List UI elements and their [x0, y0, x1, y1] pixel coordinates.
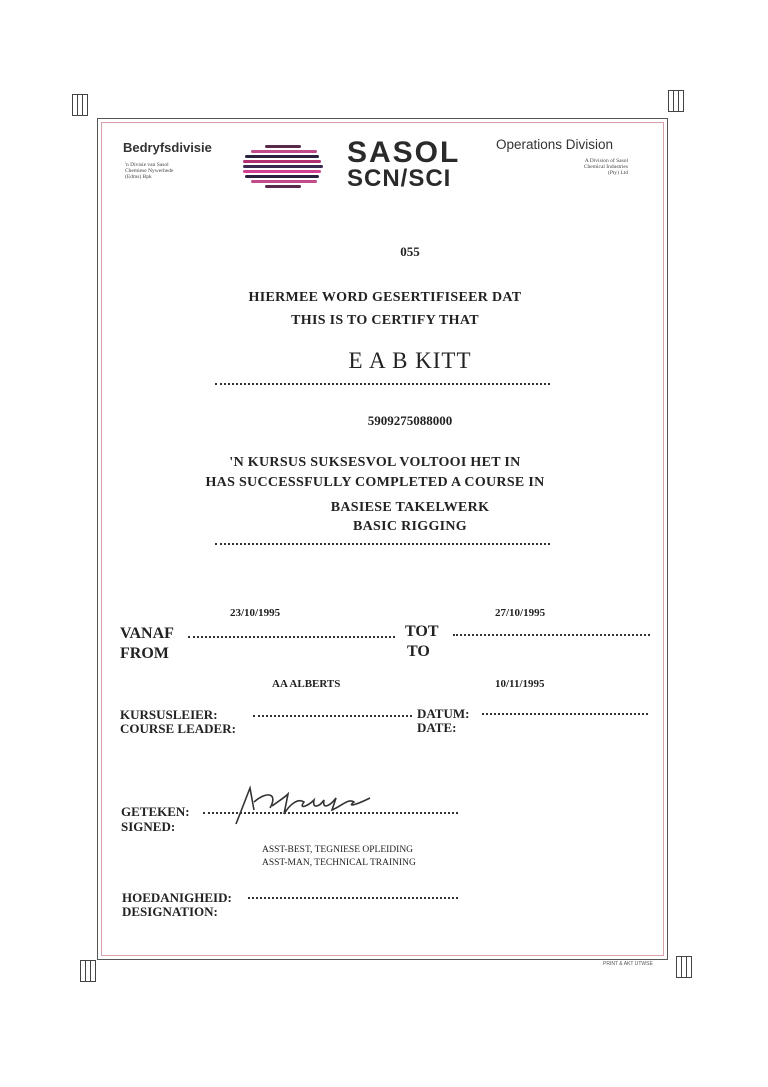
- leader-line: [253, 715, 412, 717]
- right-sub-3: (Pty) Ltd: [607, 170, 628, 176]
- id-number: 5909275088000: [367, 413, 453, 428]
- left-sub-3: (Edms) Bpk: [125, 174, 152, 180]
- right-sub-1: A Division of Sasol: [584, 158, 628, 164]
- left-sub-2: Chemiese Nywerhede: [125, 168, 174, 174]
- to-label-af: TOT: [405, 623, 439, 640]
- designation-label-af: HOEDANIGHEID:: [122, 890, 232, 905]
- date-label-af: DATUM:: [417, 706, 470, 721]
- from-label-en: FROM: [120, 645, 169, 662]
- designation-label-en: DESIGNATION:: [122, 904, 218, 919]
- date-value: 10/11/1995: [495, 678, 545, 690]
- leader-label-af: KURSUSLEIER:: [120, 707, 218, 722]
- right-sub-2: Chemical Industries: [583, 164, 628, 170]
- corner-mark: [668, 90, 684, 112]
- completed-en: HAS SUCCESSFULLY COMPLETED A COURSE IN: [205, 475, 545, 490]
- logo-scn-sci: SCN/SCI: [347, 165, 452, 192]
- from-label-af: VANAF: [120, 625, 174, 642]
- intro-af: HIERMEE WORD GESERTIFISEER DAT: [248, 290, 522, 305]
- corner-mark: [72, 94, 88, 116]
- designation-line: [248, 897, 458, 899]
- recipient-name: E A B KITT: [348, 348, 472, 373]
- course-line: [215, 543, 550, 545]
- intro-en: THIS IS TO CERTIFY THAT: [291, 313, 479, 328]
- completed-af: 'N KURSUS SUKSESVOL VOLTOOI HET IN: [229, 455, 521, 470]
- date-label-en: DATE:: [417, 720, 457, 735]
- leader-label-en: COURSE LEADER:: [120, 721, 236, 736]
- certificate-number: 055: [400, 244, 420, 259]
- signed-label-af: GETEKEN:: [121, 804, 190, 819]
- leader-value: AA ALBERTS: [272, 678, 341, 690]
- signed-label-en: SIGNED:: [121, 819, 176, 834]
- to-line: [453, 634, 650, 636]
- print-code: PRINT & AKT UTWSE: [603, 961, 653, 967]
- designation-af-value: ASST-BEST, TEGNIESE OPLEIDING: [262, 845, 414, 855]
- left-division-title: Bedryfsdivisie: [123, 140, 212, 155]
- course-af: BASIESE TAKELWERK: [330, 500, 490, 515]
- sasol-logo-mark: [243, 145, 323, 191]
- course-en: BASIC RIGGING: [353, 519, 467, 534]
- from-line: [188, 636, 395, 638]
- name-line: [215, 383, 550, 385]
- corner-mark: [80, 960, 96, 982]
- to-value: 27/10/1995: [495, 607, 546, 619]
- from-value: 23/10/1995: [230, 607, 281, 619]
- date-line: [482, 713, 648, 715]
- right-division-title: Operations Division: [496, 137, 614, 152]
- left-sub-1: 'n Divisie van Sasol: [125, 162, 169, 168]
- to-label-en: TO: [407, 643, 430, 660]
- logo-sasol: SASOL: [347, 136, 461, 169]
- designation-en-value: ASST-MAN, TECHNICAL TRAINING: [262, 858, 416, 868]
- signature: [228, 780, 378, 830]
- corner-mark: [676, 956, 692, 978]
